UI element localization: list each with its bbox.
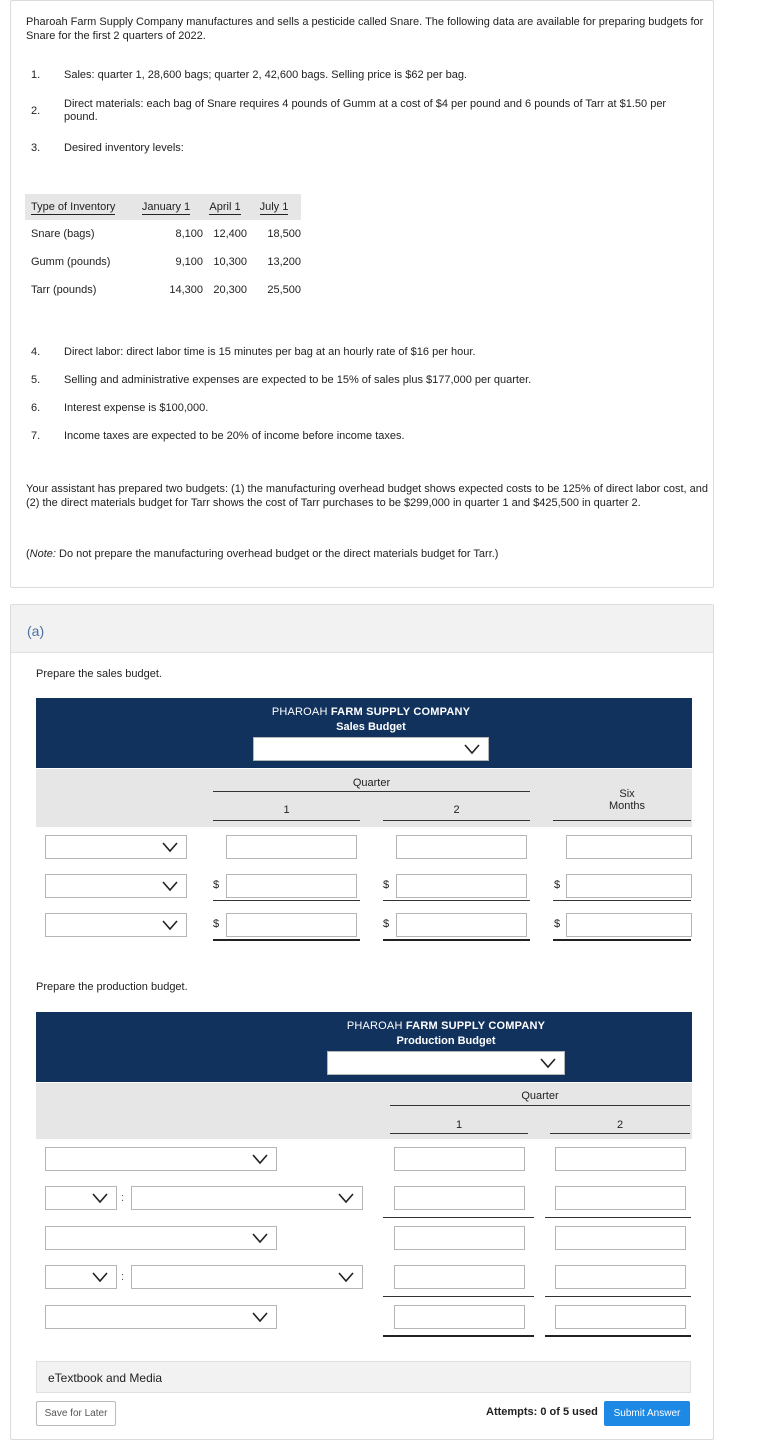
sales-q2-input[interactable] [396,835,527,859]
production-row-select[interactable] [131,1265,363,1289]
item-text: Direct labor: direct labor time is 15 minutes per bag at an hourly rate of $16 per hour. [64,346,476,358]
production-row-select[interactable] [131,1186,363,1210]
sales-q2-input[interactable] [396,874,527,898]
note: (Note: Do not prepare the manufacturing overhead budget or the direct materials budget for Tarr.) [26,548,499,560]
company-name: PHAROAH FARM SUPPLY COMPANY [271,706,471,718]
sales-six-input[interactable] [566,835,692,859]
chevron-down-icon [338,1271,354,1283]
item-number: 7. [31,430,41,442]
problem-intro: Pharoah Farm Supply Company manufactures and sells a pesticide called Snare. The following data are available for preparing budgets for Snare for the first 2 quarters of 2022. [26,16,704,42]
sales-six-input[interactable] [566,874,692,898]
sales-q1-input[interactable] [226,874,357,898]
item-text: Direct materials: each bag of Snare requires 4 pounds of Gumm at a cost of $4 per pound and 6 pounds of Tarr at $1.50 per pound. [64,98,667,123]
production-q2-input[interactable] [555,1265,686,1289]
chevron-down-icon [162,880,178,892]
production-q1-input[interactable] [394,1305,525,1329]
chevron-down-icon [464,743,480,755]
sales-q1-input[interactable] [226,913,357,937]
inventory-header: July 1 [259,201,289,213]
budget-title: Sales Budget [336,721,406,733]
production-q2-input[interactable] [555,1305,686,1329]
item-text: Income taxes are expected to be 20% of income before income taxes. [64,430,405,442]
production-q1-input[interactable] [394,1186,525,1210]
item-text: Interest expense is $100,000. [64,402,209,414]
item-number: 3. [31,142,41,154]
inventory-header: January 1 [141,201,191,213]
chevron-down-icon [252,1153,268,1165]
inventory-header: April 1 [209,201,241,213]
item-number: 4. [31,346,41,358]
dollar-sign: $ [383,918,390,930]
item-number: 5. [31,374,41,386]
dollar-sign: $ [554,918,561,930]
col-q1: 1 [455,1119,463,1131]
table-row: Gumm (pounds) 9,100 10,300 13,200 [31,256,301,268]
chevron-down-icon [252,1311,268,1323]
item-text: Selling and administrative expenses are expected to be 15% of sales plus $177,000 per quarter. [64,374,532,386]
part-header [11,605,713,653]
production-row-select[interactable] [45,1226,277,1250]
colon: : [121,1192,125,1204]
item-text: Desired inventory levels: [64,142,184,154]
dollar-sign: $ [213,879,220,891]
dollar-sign: $ [554,879,561,891]
production-label-select[interactable] [45,1265,117,1289]
colon: : [121,1271,125,1283]
etextbook-link[interactable] [36,1361,691,1393]
inventory-table [25,194,301,304]
attempts-text: Attempts: 0 of 5 used [486,1406,598,1418]
problem-card [10,0,714,588]
etextbook-label: eTextbook and Media [48,1371,163,1385]
col-q2: 2 [616,1119,624,1131]
production-label-select[interactable] [45,1186,117,1210]
quarter-label: Quarter [521,1090,559,1102]
col-six-months: Six Months [608,788,646,812]
company-name: PHAROAH FARM SUPPLY COMPANY [346,1020,546,1032]
sales-prompt: Prepare the sales budget. [36,668,162,680]
item-text: Sales: quarter 1, 28,600 bags; quarter 2, 42,600 bags. Selling price is $62 per bag. [64,69,467,81]
col-q2: 2 [453,804,460,816]
save-for-later-button[interactable]: Save for Later [36,1401,116,1426]
production-q2-input[interactable] [555,1147,686,1171]
chevron-down-icon [92,1192,108,1204]
item-number: 2. [31,105,41,117]
production-q2-input[interactable] [555,1186,686,1210]
sales-row-select[interactable] [45,874,187,898]
item-number: 6. [31,402,41,414]
submit-answer-button[interactable]: Submit Answer [604,1401,690,1426]
sales-six-input[interactable] [566,913,692,937]
chevron-down-icon [162,919,178,931]
sales-period-select[interactable] [253,737,489,761]
sales-q2-input[interactable] [396,913,527,937]
production-q2-input[interactable] [555,1226,686,1250]
production-row-select[interactable] [45,1147,277,1171]
budget-title: Production Budget [396,1035,496,1047]
chevron-down-icon [338,1192,354,1204]
production-prompt: Prepare the production budget. [36,981,188,993]
chevron-down-icon [92,1271,108,1283]
production-q1-input[interactable] [394,1147,525,1171]
item-number: 1. [31,69,41,81]
sales-row-select[interactable] [45,835,187,859]
assistant-note: Your assistant has prepared two budgets: (1) the manufacturing overhead budget shows expected costs to be 125% of direct labor cost, and (2) the direct materials budget for Tarr shows the cost of Tarr purchases to be $299,000 in quarter 1 and $425,500 in quarter 2. [26,483,709,509]
table-row: Snare (bags) 8,100 12,400 18,500 [31,228,301,240]
production-row-select[interactable] [45,1305,277,1329]
inventory-header: Type of Inventory [31,201,116,213]
part-label: (a) [27,623,45,639]
dollar-sign: $ [383,879,390,891]
chevron-down-icon [252,1232,268,1244]
table-row: Tarr (pounds) 14,300 20,300 25,500 [31,284,301,296]
chevron-down-icon [162,841,178,853]
production-q1-input[interactable] [394,1265,525,1289]
sales-row-select[interactable] [45,913,187,937]
quarter-label: Quarter [352,777,391,789]
chevron-down-icon [540,1057,556,1069]
sales-q1-input[interactable] [226,835,357,859]
dollar-sign: $ [213,918,220,930]
col-q1: 1 [283,804,290,816]
production-period-select[interactable] [327,1051,565,1075]
production-q1-input[interactable] [394,1226,525,1250]
